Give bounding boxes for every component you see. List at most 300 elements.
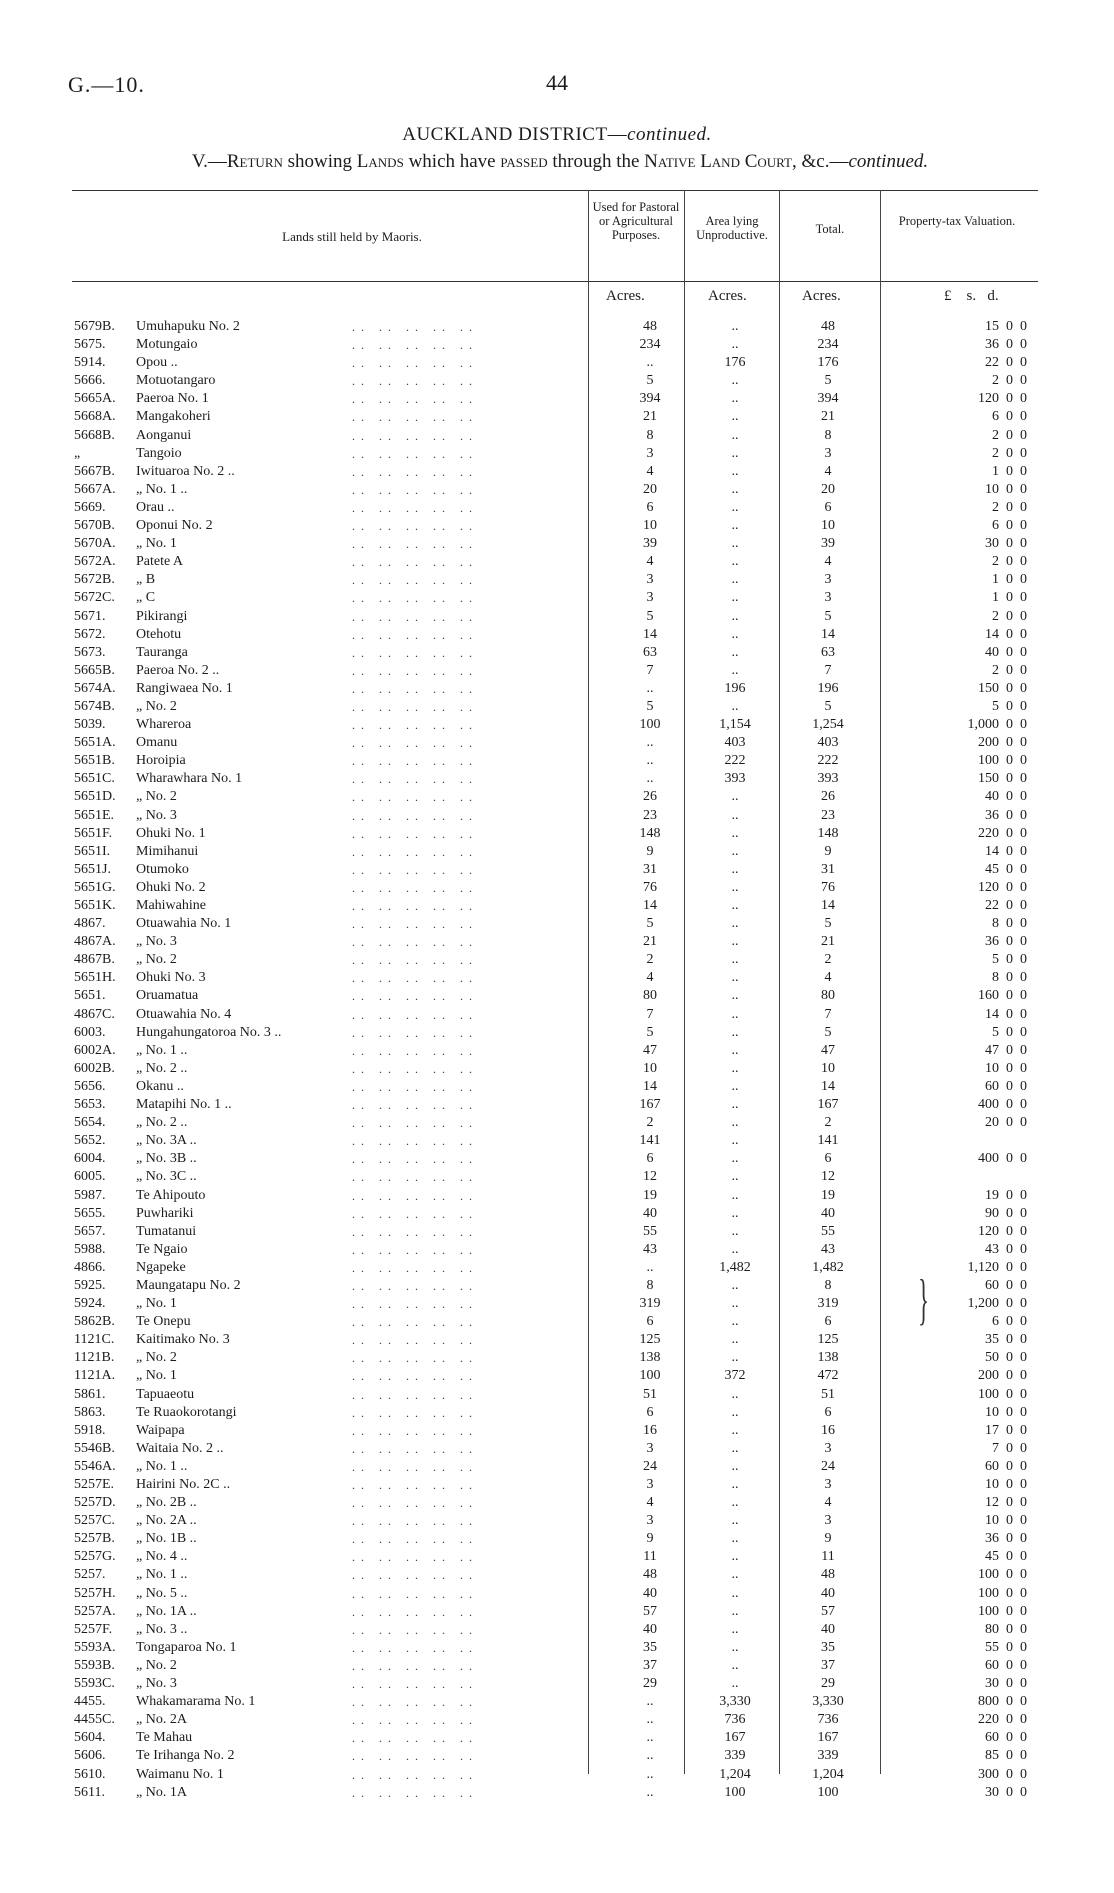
table-row [72, 680, 1038, 698]
leader-dots: .. .. .. .. .. [352, 1315, 478, 1330]
pastoral-acres: 6 [646, 1404, 654, 1420]
valuation: 100 0 0 [978, 1567, 1027, 1583]
pastoral-acres: 4 [646, 463, 654, 479]
total-acres: 4 [824, 1495, 832, 1511]
pastoral-acres: .. [646, 735, 654, 751]
land-number: 5987. [74, 1187, 106, 1203]
total-acres: 31 [821, 861, 835, 877]
land-name: Te Ruaokorotangi [136, 1404, 237, 1420]
unproductive-acres: 1,482 [719, 1259, 751, 1275]
subtitle-part4: , &c.— [792, 151, 849, 172]
land-number: 5257B. [74, 1531, 115, 1547]
table-row [72, 1277, 1038, 1295]
subtitle-part1: showing [282, 151, 357, 172]
leader-dots: .. .. .. .. .. [352, 1496, 478, 1511]
pastoral-acres: 2 [646, 952, 654, 968]
table-row [72, 1205, 1038, 1223]
table-row [72, 427, 1038, 445]
valuation: 100 0 0 [978, 753, 1027, 769]
land-number: 5914. [74, 355, 106, 371]
unproductive-acres: .. [731, 934, 739, 950]
pastoral-acres: 3 [646, 445, 654, 461]
leader-dots: .. .. .. .. .. [352, 1079, 478, 1094]
table-header-rule [72, 281, 1038, 282]
pastoral-acres: 29 [643, 1676, 657, 1692]
leader-dots: .. .. .. .. .. [352, 573, 478, 588]
table-row [72, 499, 1038, 517]
land-name: Mahiwahine [136, 898, 206, 913]
land-number: 5039. [74, 717, 106, 733]
pastoral-acres: 5 [646, 1024, 654, 1040]
total-acres: 222 [817, 753, 839, 769]
land-name: „ No. 3 .. [136, 1621, 188, 1637]
land-name: Opou .. [136, 355, 178, 371]
table-row [72, 1747, 1038, 1765]
subtitle-lands: Lands [356, 151, 404, 172]
leader-dots: .. .. .. .. .. [352, 338, 478, 353]
unproductive-acres: .. [731, 879, 739, 895]
land-name: Otuawahia No. 4 [136, 1006, 232, 1022]
land-name: „ No. 3A .. [136, 1133, 197, 1149]
pastoral-acres: 48 [643, 319, 657, 334]
leader-dots: .. .. .. .. .. [352, 754, 478, 769]
leader-dots: .. .. .. .. .. [352, 790, 478, 805]
total-acres: 21 [821, 934, 835, 950]
total-acres: 9 [824, 1531, 832, 1547]
leader-dots: .. .. .. .. .. [352, 681, 478, 696]
table-row [72, 1042, 1038, 1060]
valuation: 100 0 0 [978, 1585, 1027, 1601]
leader-dots: .. .. .. .. .. [352, 519, 478, 534]
pastoral-acres: 12 [643, 1169, 657, 1185]
table-row [72, 1729, 1038, 1747]
table-row [72, 589, 1038, 607]
land-number: 5651B. [74, 753, 115, 769]
pastoral-acres: 80 [643, 988, 657, 1004]
unproductive-acres: 736 [724, 1712, 746, 1728]
pastoral-acres: 21 [643, 934, 657, 950]
total-acres: 11 [821, 1549, 835, 1565]
table-row [72, 716, 1038, 734]
unproductive-acres: .. [731, 1205, 739, 1221]
land-number: 5670A. [74, 536, 116, 552]
valuation: 17 0 0 [985, 1422, 1027, 1438]
total-acres: 57 [821, 1603, 835, 1619]
land-number: 5679B. [74, 319, 115, 334]
land-number: 5654. [74, 1115, 106, 1131]
total-acres: 8 [824, 427, 832, 443]
land-name: „ No. 3 [136, 807, 177, 823]
unproductive-acres: .. [731, 518, 739, 534]
land-name: „ No. 2 .. [136, 1115, 188, 1131]
unproductive-acres: .. [731, 499, 739, 515]
total-acres: 3,330 [812, 1694, 844, 1710]
leader-dots: .. .. .. .. .. [352, 1170, 478, 1185]
land-name: „ C [136, 590, 156, 606]
table-row [72, 1693, 1038, 1711]
land-number: 4867B. [74, 952, 115, 968]
unproductive-acres: .. [731, 391, 739, 407]
land-number: 6005. [74, 1169, 106, 1185]
total-acres: 167 [817, 1097, 839, 1113]
table-row [72, 1096, 1038, 1114]
unproductive-acres: .. [731, 590, 739, 606]
total-acres: 23 [821, 807, 835, 823]
total-acres: 80 [821, 988, 835, 1004]
col-header-lands: Lands still held by Maoris. [282, 229, 422, 244]
land-name: Motuotangaro [136, 373, 216, 389]
pastoral-acres: 40 [643, 1205, 657, 1221]
valuation: 120 0 0 [978, 1223, 1027, 1239]
land-number: 5665A. [74, 391, 116, 407]
unproductive-acres: .. [731, 807, 739, 823]
land-number: 5672. [74, 626, 106, 642]
valuation: 1 0 0 [992, 572, 1027, 588]
land-name: „ No. 2A .. [136, 1513, 197, 1529]
valuation: 160 0 0 [978, 988, 1027, 1004]
land-number: 5656. [74, 1078, 106, 1094]
unproductive-acres: .. [731, 1657, 739, 1673]
total-acres: 393 [817, 771, 839, 787]
valuation: 30 0 0 [985, 1784, 1027, 1800]
pastoral-acres: 40 [643, 1621, 657, 1637]
pastoral-acres: 39 [643, 536, 657, 552]
land-name: Te Mahau [136, 1730, 193, 1746]
unit-pastoral: Acres. [606, 288, 645, 304]
leader-dots: .. .. .. .. .. [352, 1297, 478, 1312]
valuation: 60 0 0 [985, 1657, 1027, 1673]
land-name: Paeroa No. 1 [136, 391, 209, 407]
valuation: 15 0 0 [985, 319, 1027, 334]
land-number: 5670B. [74, 518, 115, 534]
land-name: Ohuki No. 3 [136, 970, 206, 986]
land-name: Tauranga [136, 644, 188, 660]
pastoral-acres: .. [646, 1784, 654, 1800]
unproductive-acres: .. [731, 1477, 739, 1492]
leader-dots: .. .. .. .. .. [352, 410, 478, 425]
unproductive-acres: .. [731, 1151, 739, 1167]
unproductive-acres: .. [731, 1187, 739, 1203]
table-row [72, 1168, 1038, 1186]
leader-dots: .. .. .. .. .. [352, 1785, 478, 1800]
table-row [72, 861, 1038, 879]
land-name: Mimihanui [136, 843, 199, 859]
table-row [72, 698, 1038, 716]
pastoral-acres: .. [646, 753, 654, 769]
pastoral-acres: 51 [643, 1386, 657, 1402]
pastoral-acres: 10 [643, 518, 657, 534]
total-acres: 10 [821, 1060, 835, 1076]
leader-dots: .. .. .. .. .. [352, 1658, 478, 1673]
table-row [72, 1530, 1038, 1548]
unproductive-acres: .. [731, 1567, 739, 1583]
total-acres: 6 [824, 1151, 832, 1167]
pastoral-acres: 148 [639, 825, 661, 841]
pastoral-acres: 5 [646, 698, 654, 714]
leader-dots: .. .. .. .. .. [352, 1260, 478, 1275]
land-number: 5863. [74, 1404, 106, 1420]
col-header-unproductive: Area lying Unproductive. [696, 214, 768, 242]
total-acres: 6 [824, 1314, 832, 1330]
valuation: 60 0 0 [985, 1078, 1027, 1094]
pastoral-acres: 5 [646, 608, 654, 624]
table-row [72, 987, 1038, 1005]
leader-dots: .. .. .. .. .. [352, 1532, 478, 1547]
total-acres: 167 [817, 1730, 839, 1746]
valuation: 10 0 0 [985, 1060, 1027, 1076]
pastoral-acres: 37 [643, 1657, 657, 1673]
total-acres: 47 [821, 1042, 835, 1058]
table-row [72, 843, 1038, 861]
valuation: 8 0 0 [992, 970, 1027, 986]
total-acres: 20 [821, 481, 835, 497]
valuation: 50 0 0 [985, 1350, 1027, 1366]
valuation: 55 0 0 [985, 1639, 1027, 1655]
land-number: 5918. [74, 1422, 106, 1438]
land-number: 5667A. [74, 481, 116, 497]
pastoral-acres: 7 [646, 662, 654, 678]
land-name: Wharerоа [136, 717, 192, 733]
total-acres: 4 [824, 554, 832, 570]
land-name: „ No. 1B .. [136, 1531, 197, 1547]
land-name: Omanu [136, 735, 178, 751]
col-header-total: Total. [815, 222, 845, 236]
valuation: 10 0 0 [985, 1513, 1027, 1529]
land-number: 5651K. [74, 898, 116, 913]
table-row [72, 1006, 1038, 1024]
leader-dots: .. .. .. .. .. [352, 1731, 478, 1746]
total-acres: 3 [824, 572, 832, 588]
unproductive-acres: .. [731, 463, 739, 479]
valuation: 2 0 0 [992, 373, 1027, 389]
land-name: Te Irihanga No. 2 [136, 1748, 235, 1764]
valuation: 10 0 0 [985, 1404, 1027, 1420]
land-number: 5651J. [74, 861, 111, 877]
land-number: 5653. [74, 1097, 106, 1113]
land-name: „ No. 2 [136, 952, 177, 968]
pastoral-acres: 48 [643, 1567, 657, 1583]
leader-dots: .. .. .. .. .. [352, 736, 478, 751]
land-name: Oponui No. 2 [136, 518, 213, 534]
pastoral-acres: 138 [639, 1350, 661, 1366]
valuation: 1 0 0 [992, 590, 1027, 606]
leader-dots: .. .. .. .. .. [352, 862, 478, 877]
total-acres: 40 [821, 1205, 835, 1221]
land-name: Tapuaeotu [136, 1386, 195, 1402]
land-name: „ No. 1A [136, 1784, 187, 1800]
land-number: „ [74, 445, 81, 461]
valuation: 5 0 0 [992, 698, 1027, 714]
land-number: 5257H. [74, 1585, 116, 1601]
land-number: 5861. [74, 1386, 106, 1402]
land-name: „ No. 2 [136, 789, 177, 805]
table-row [72, 517, 1038, 535]
land-name: Maungatapu No. 2 [136, 1277, 241, 1293]
unproductive-acres: 100 [724, 1784, 746, 1800]
valuation: 100 0 0 [978, 1386, 1027, 1402]
land-name: „ No. 2 .. [136, 1060, 188, 1076]
pastoral-acres: 7 [646, 1006, 654, 1022]
table-row [72, 1241, 1038, 1259]
land-name: Hairini No. 2C .. [136, 1477, 231, 1492]
land-number: 5988. [74, 1241, 106, 1257]
unproductive-acres: .. [731, 1676, 739, 1692]
leader-dots: .. .. .. .. .. [352, 1640, 478, 1655]
land-number: 5675. [74, 337, 106, 353]
land-name: Motungaio [136, 337, 198, 353]
land-name: Patete A [136, 554, 184, 570]
table-row [72, 1187, 1038, 1205]
total-acres: 472 [817, 1368, 839, 1384]
valuation: 36 0 0 [985, 1531, 1027, 1547]
leader-dots: .. .. .. .. .. [352, 1061, 478, 1076]
land-number: 5671. [74, 608, 106, 624]
leader-dots: .. .. .. .. .. [352, 772, 478, 787]
land-number: 5672C. [74, 590, 115, 606]
land-number: 5651H. [74, 970, 116, 986]
total-acres: 100 [817, 1784, 839, 1800]
land-name: Puwhariki [136, 1205, 194, 1221]
valuation: 400 0 0 [978, 1097, 1027, 1113]
unproductive-acres: 372 [724, 1368, 746, 1384]
land-number: 1121B. [74, 1350, 115, 1366]
leader-dots: .. .. .. .. .. [352, 1098, 478, 1113]
land-number: 6003. [74, 1024, 106, 1040]
unproductive-acres: .. [731, 1458, 739, 1474]
land-name: Wharawhara No. 1 [136, 771, 243, 787]
valuation: 2 0 0 [992, 499, 1027, 515]
table-row [72, 1223, 1038, 1241]
subtitle-return: Return [226, 151, 283, 172]
table-row [72, 390, 1038, 408]
pastoral-acres: 10 [643, 1060, 657, 1076]
pastoral-acres: 9 [646, 843, 654, 859]
total-acres: 48 [821, 319, 835, 334]
lands-table [72, 186, 1038, 1800]
leader-dots: .. .. .. .. .. [352, 1568, 478, 1583]
total-acres: 5 [824, 608, 832, 624]
leader-dots: .. .. .. .. .. [352, 699, 478, 714]
unproductive-acres: .. [731, 536, 739, 552]
unproductive-acres: 222 [724, 753, 746, 769]
unit-total: Acres. [802, 288, 841, 304]
unproductive-acres: .. [731, 481, 739, 497]
valuation: 120 0 0 [978, 391, 1027, 407]
unproductive-acres: .. [731, 319, 739, 334]
land-name: Pikirangi [136, 608, 188, 624]
return-subtitle [70, 151, 1050, 173]
table-row [72, 553, 1038, 571]
leader-dots: .. .. .. .. .. [352, 1152, 478, 1167]
table-row [72, 626, 1038, 644]
unproductive-acres: .. [731, 698, 739, 714]
land-number: 4455. [74, 1694, 106, 1710]
land-name: Iwituaroa No. 2 .. [136, 463, 235, 479]
total-acres: 6 [824, 499, 832, 515]
unproductive-acres: .. [731, 861, 739, 877]
unproductive-acres: .. [731, 1296, 739, 1312]
pastoral-acres: 125 [639, 1332, 661, 1348]
land-number: 5669. [74, 499, 106, 515]
leader-dots: .. .. .. .. .. [352, 1677, 478, 1692]
valuation: 300 0 0 [978, 1766, 1027, 1782]
total-acres: 4 [824, 463, 832, 479]
leader-dots: .. .. .. .. .. [352, 1351, 478, 1366]
table-row [72, 897, 1038, 915]
pastoral-acres: 394 [639, 391, 661, 407]
valuation: 6 0 0 [992, 1314, 1027, 1330]
valuation: 800 0 0 [978, 1694, 1027, 1710]
unproductive-acres: .. [731, 626, 739, 642]
col-header-pastoral: Used for Pastoral or Agricultural Purposes. [592, 200, 680, 242]
unproductive-acres: .. [731, 988, 739, 1004]
total-acres: 4 [824, 970, 832, 986]
total-acres: 35 [821, 1639, 835, 1655]
subtitle-prefix: V.— [191, 151, 227, 172]
unproductive-acres: .. [731, 1006, 739, 1022]
valuation: 60 0 0 [985, 1730, 1027, 1746]
leader-dots: .. .. .. .. .. [352, 446, 478, 461]
valuation: 47 0 0 [985, 1042, 1027, 1058]
unproductive-acres: 339 [724, 1748, 746, 1764]
land-name: Otehotu [136, 626, 182, 642]
unproductive-acres: .. [731, 644, 739, 660]
land-number: 5657. [74, 1223, 106, 1239]
table-row [72, 933, 1038, 951]
land-name: Ngapeke [136, 1259, 186, 1275]
pastoral-acres: 6 [646, 1151, 654, 1167]
pastoral-acres: 5 [646, 916, 654, 932]
land-number: 5546A. [74, 1458, 116, 1474]
table-row [72, 1458, 1038, 1476]
unproductive-acres: .. [731, 970, 739, 986]
leader-dots: .. .. .. .. .. [352, 500, 478, 515]
land-number: 4867A. [74, 934, 116, 950]
total-acres: 141 [817, 1133, 839, 1149]
land-number: 5925. [74, 1277, 106, 1293]
table-row [72, 1675, 1038, 1693]
leader-dots: .. .. .. .. .. [352, 953, 478, 968]
land-name: Waipapa [136, 1422, 185, 1438]
pastoral-acres: .. [646, 1748, 654, 1764]
leader-dots: .. .. .. .. .. [352, 1586, 478, 1601]
table-row [72, 1078, 1038, 1096]
pastoral-acres: 55 [643, 1223, 657, 1239]
leader-dots: .. .. .. .. .. [352, 627, 478, 642]
table-row [72, 1639, 1038, 1657]
table-row [72, 445, 1038, 463]
leader-dots: .. .. .. .. .. [352, 935, 478, 950]
leader-dots: .. .. .. .. .. [352, 1188, 478, 1203]
land-name: Te Onepu [136, 1314, 191, 1330]
land-name: Te Ahipouto [136, 1187, 206, 1203]
table-row [72, 1766, 1038, 1784]
valuation: 2 0 0 [992, 445, 1027, 461]
valuation: 40 0 0 [985, 789, 1027, 805]
total-acres: 43 [821, 1241, 835, 1257]
leader-dots: .. .. .. .. .. [352, 392, 478, 407]
leader-dots: .. .. .. .. .. [352, 1695, 478, 1710]
leader-dots: .. .. .. .. .. [352, 1025, 478, 1040]
total-acres: 3 [824, 1477, 832, 1492]
land-number: 5651E. [74, 807, 115, 823]
total-acres: 48 [821, 1567, 835, 1583]
unproductive-acres: .. [731, 1060, 739, 1076]
land-name: „ No. 1A .. [136, 1603, 197, 1619]
table-row [72, 1295, 1038, 1313]
unproductive-acres: .. [731, 1531, 739, 1547]
land-name: „ No. 2 [136, 1350, 177, 1366]
